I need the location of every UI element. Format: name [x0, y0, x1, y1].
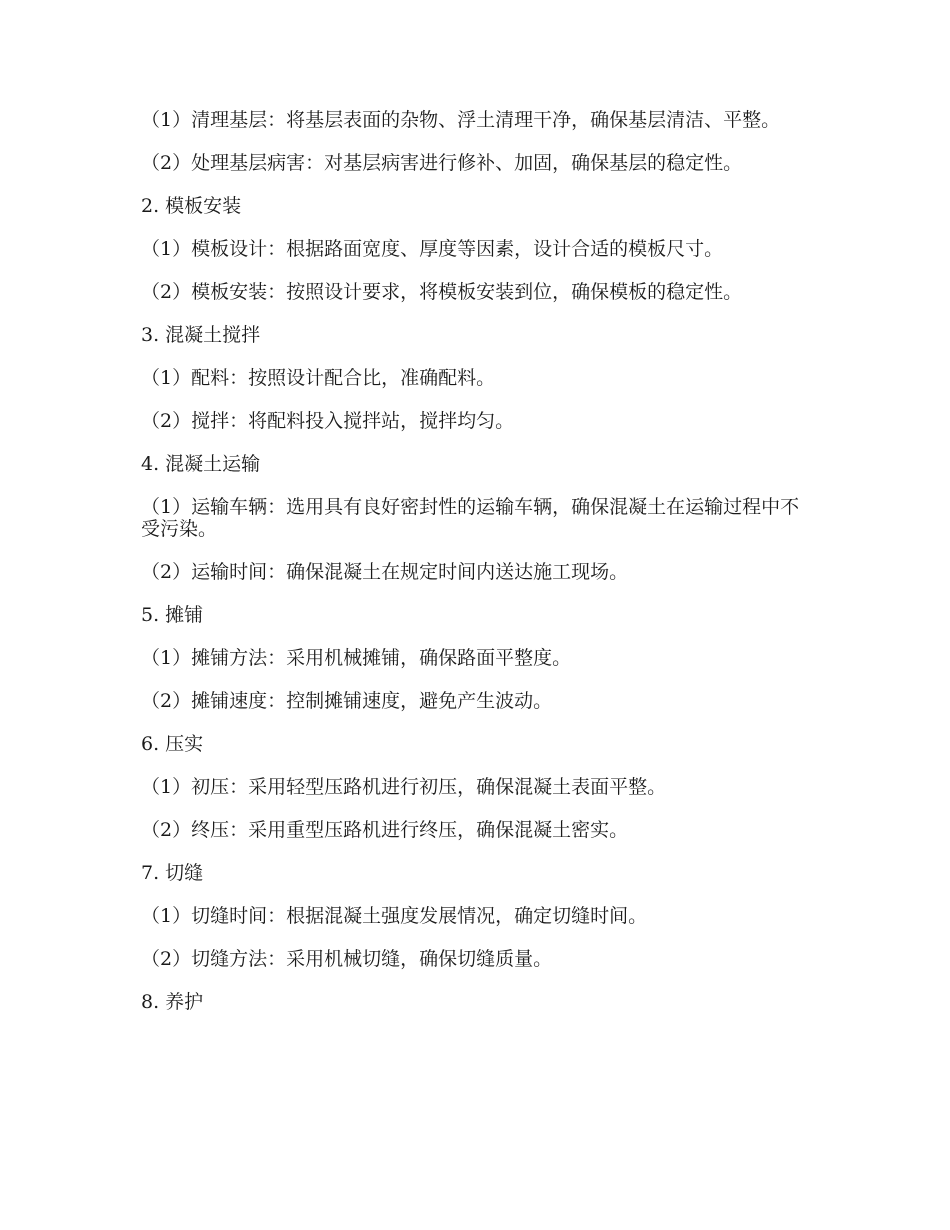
paragraph-formwork-design: （1）模板设计：根据路面宽度、厚度等因素，设计合适的模板尺寸。	[141, 238, 724, 260]
paragraph-initial-rolling: （1）初压：采用轻型压路机进行初压，确保混凝土表面平整。	[141, 776, 667, 798]
paragraph-treat-base-defects: （2）处理基层病害：对基层病害进行修补、加固，确保基层的稳定性。	[141, 152, 743, 174]
section-heading-transport: 4. 混凝土运输	[141, 453, 261, 475]
paragraph-batching: （1）配料：按照设计配合比，准确配料。	[141, 367, 496, 389]
paragraph-clean-base: （1）清理基层：将基层表面的杂物、浮土清理干净，确保基层清洁、平整。	[141, 109, 781, 131]
paragraph-transport-vehicles: （1）运输车辆：选用具有良好密封性的运输车辆，确保混凝土在运输过程中不受污染。	[141, 496, 800, 540]
section-heading-formwork: 2. 模板安装	[141, 195, 242, 217]
document-body	[141, 109, 811, 1034]
paragraph-formwork-install: （2）模板安装：按照设计要求，将模板安装到位，确保模板的稳定性。	[141, 281, 743, 303]
section-heading-compaction: 6. 压实	[141, 733, 204, 755]
paragraph-cutting-time: （1）切缝时间：根据混凝土强度发展情况，确定切缝时间。	[141, 905, 648, 927]
paragraph-paving-speed: （2）摊铺速度：控制摊铺速度，避免产生波动。	[141, 690, 553, 712]
paragraph-cutting-method: （2）切缝方法：采用机械切缝，确保切缝质量。	[141, 948, 553, 970]
paragraph-transport-time: （2）运输时间：确保混凝土在规定时间内送达施工现场。	[141, 561, 629, 583]
paragraph-mixing: （2）搅拌：将配料投入搅拌站，搅拌均匀。	[141, 410, 515, 432]
section-heading-curing: 8. 养护	[141, 991, 204, 1013]
paragraph-paving-method: （1）摊铺方法：采用机械摊铺，确保路面平整度。	[141, 647, 572, 669]
section-heading-paving: 5. 摊铺	[141, 604, 204, 626]
section-heading-mixing: 3. 混凝土搅拌	[141, 324, 261, 346]
paragraph-final-rolling: （2）终压：采用重型压路机进行终压，确保混凝土密实。	[141, 819, 629, 841]
section-heading-joint-cutting: 7. 切缝	[141, 862, 204, 884]
